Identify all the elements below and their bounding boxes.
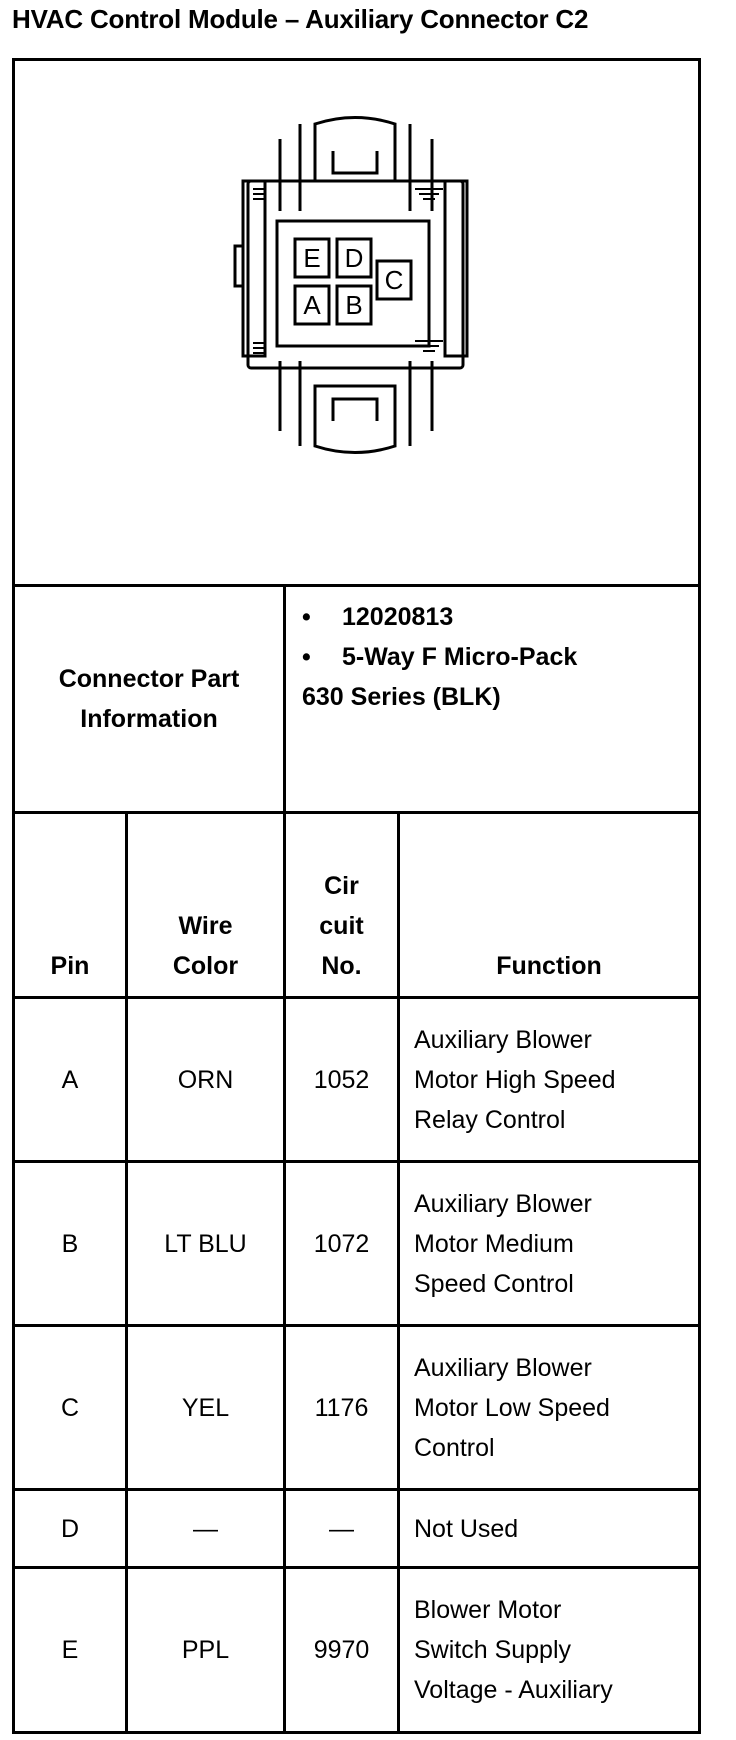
table-row-b-function: Auxiliary Blower Motor Medium Speed Control xyxy=(414,1189,592,1298)
part-info-label-line1: Connector Part xyxy=(58,665,240,693)
table-row-d-pin: D xyxy=(60,1514,80,1543)
connector-type-bullet: • 5-Way F Micro-Pack xyxy=(302,643,578,671)
cavity-label-d: D xyxy=(344,243,364,273)
top-latch-window xyxy=(333,151,377,173)
connector-table xyxy=(12,58,701,1734)
cavity-label-c: C xyxy=(384,265,404,295)
table-row-c-circuit: 1176 xyxy=(314,1393,369,1422)
table-row-a-function: Auxiliary Blower Motor High Speed Relay Control xyxy=(414,1025,616,1134)
table-row-e-pin: E xyxy=(61,1636,79,1664)
bottom-latch-body xyxy=(315,386,395,453)
table-row-a-color: ORN xyxy=(177,1065,234,1094)
table-row-a-pin: A xyxy=(61,1065,79,1094)
cavity-label-e: E xyxy=(303,243,321,273)
table-row-a-circuit: 1052 xyxy=(313,1065,370,1094)
left-latch-ear xyxy=(243,181,265,356)
table-row-e-function: Blower Motor Switch Supply Voltage - Auxiliary xyxy=(414,1596,613,1704)
top-latch-rails xyxy=(280,124,432,211)
page-title: HVAC Control Module – Auxiliary Connector C2 xyxy=(12,4,589,34)
table-row-c-pin: C xyxy=(60,1393,80,1422)
bottom-latch-window xyxy=(333,399,377,421)
table-row-d-color: — xyxy=(193,1514,218,1543)
header-circuit-no: Cir cuit No. xyxy=(319,872,364,980)
table-row-b-circuit: 1072 xyxy=(313,1229,370,1258)
table-row-d-function: Not Used xyxy=(414,1514,519,1543)
table-row-c-function: Auxiliary Blower Motor Low Speed Control xyxy=(414,1353,610,1462)
bottom-latch-rails xyxy=(280,361,432,446)
connector-diagram xyxy=(15,61,698,587)
part-info-label-line2: Information xyxy=(80,705,218,733)
part-info-values xyxy=(286,587,698,811)
cavity-label-b: B xyxy=(345,290,363,320)
table-row-e-circuit: 9970 xyxy=(313,1636,370,1664)
part-info-label xyxy=(15,587,283,811)
cavity-label-a: A xyxy=(303,290,321,320)
table-row-e-color: PPL xyxy=(181,1636,230,1664)
table-row-c-color: YEL xyxy=(181,1393,230,1422)
header-pin: Pin xyxy=(50,952,90,980)
header-function: Function xyxy=(496,952,602,980)
top-latch-body xyxy=(315,118,395,182)
header-wire-color: Wire Color xyxy=(172,912,239,980)
connector-series: 630 Series (BLK) xyxy=(302,683,501,711)
table-row-b-pin: B xyxy=(61,1229,79,1258)
table-row-b-color: LT BLU xyxy=(164,1229,247,1258)
table-row-d-circuit: — xyxy=(329,1514,354,1543)
part-number-bullet: • 12020813 xyxy=(302,603,454,631)
